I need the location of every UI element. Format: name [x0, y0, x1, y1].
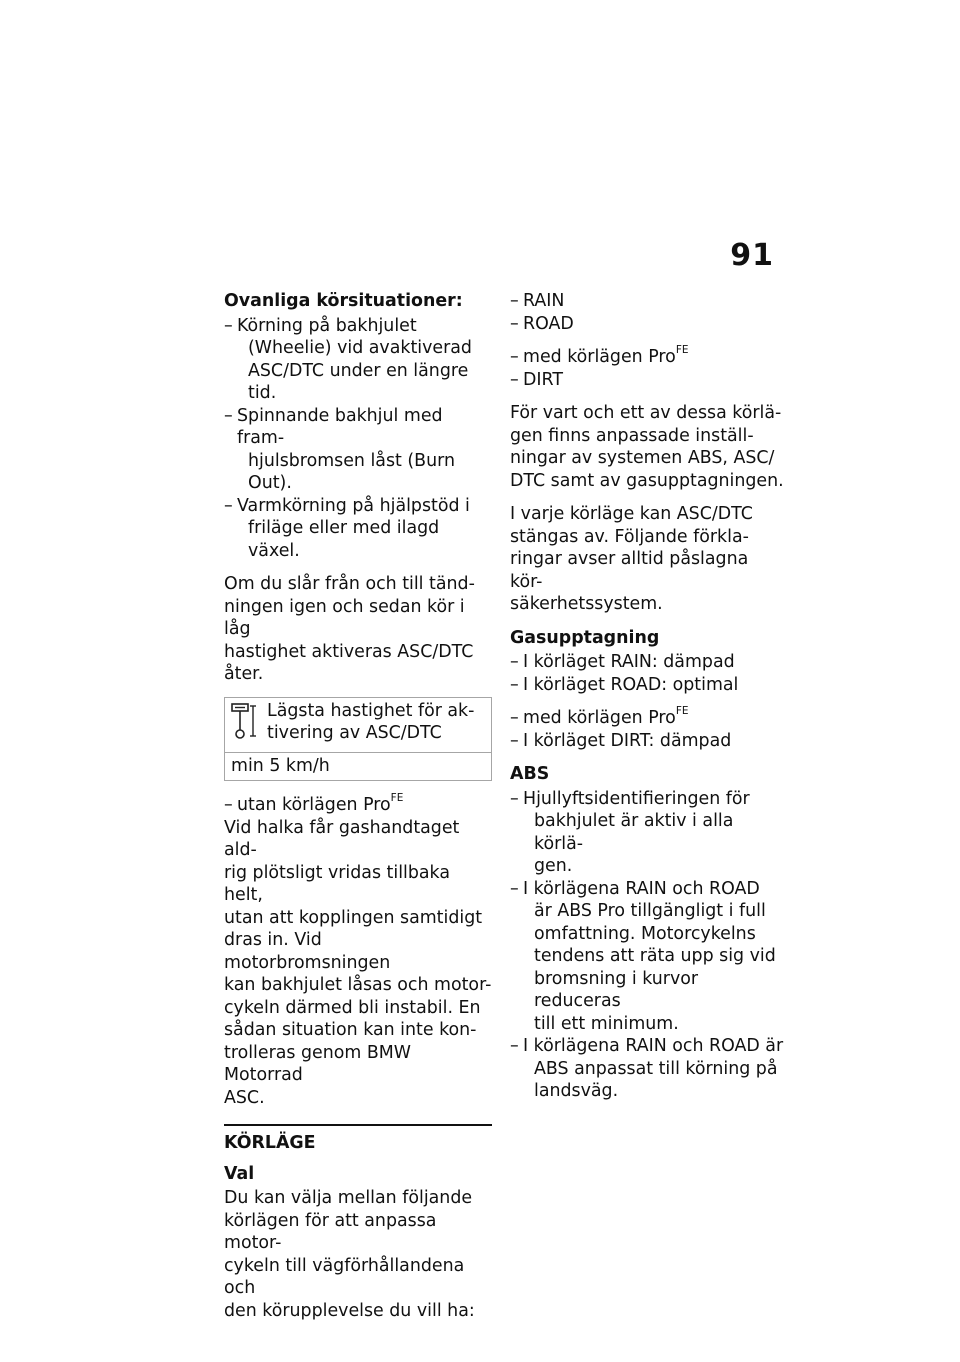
- speedometer-gauge-icon: [229, 700, 259, 742]
- unusual-heading: Ovanliga körsituationer:: [224, 291, 463, 311]
- section-title: KÖRLÄGE: [224, 1133, 316, 1153]
- right-column: [510, 290, 786, 1114]
- section-divider: [224, 1124, 492, 1126]
- gas-heading: Gasupptagning: [510, 627, 660, 648]
- modes-pro-list: [510, 346, 786, 391]
- list-item: – Varmkörning på hjälpstöd i friläge eller med ilagd växel.: [224, 495, 492, 563]
- gas-list: [510, 651, 786, 696]
- list-item: – DIRT: [510, 369, 786, 392]
- page-number: 91: [730, 238, 774, 273]
- modes-paragraph: För vart och ett av dessa körlä- gen finns anpassade inställ- ningar av systemen ABS, ASC/ DTC samt av gasupptagningen.: [510, 403, 784, 491]
- list-item: – I körlägena RAIN och ROAD är ABS anpassat till körning på landsväg.: [510, 1035, 786, 1103]
- list-item: – ROAD: [510, 313, 786, 336]
- list-item: – I körläget DIRT: dämpad: [510, 730, 786, 753]
- restart-paragraph: Om du slår från och till tänd- ningen igen och sedan kör i låg hastighet aktiveras ASC/DTC åter.: [224, 574, 475, 684]
- list-item: – utan körlägen Pro$^{FE}$: [224, 794, 492, 817]
- without-pro-list: [224, 794, 492, 817]
- gas-pro-list: [510, 707, 786, 752]
- val-heading: Val: [224, 1163, 255, 1184]
- list-item: – I körläget RAIN: dämpad: [510, 651, 786, 674]
- asc-paragraph: I varje körläge kan ASC/DTC stängas av. Följande förkla- ringar avser alltid påslagna kör- säkerhetssystem.: [510, 504, 753, 614]
- abs-heading: ABS: [510, 764, 550, 784]
- list-item: – Hjullyftsidentifieringen för bakhjulet är aktiv i alla körlä- gen.: [510, 788, 786, 878]
- unusual-list: [224, 315, 492, 563]
- abs-list: [510, 788, 786, 1103]
- list-item: – Körning på bakhjulet (Wheelie) vid avaktiverad ASC/DTC under en längre tid.: [224, 315, 492, 405]
- modes-basic-list: [510, 290, 786, 335]
- left-column: [224, 290, 492, 1333]
- table-value: min 5 km/h: [231, 755, 330, 776]
- list-item: – Spinnande bakhjul med fram- hjulsbromsen låst (Burn Out).: [224, 405, 492, 495]
- list-item: – I körlägena RAIN och ROAD är ABS Pro tillgängligt i full omfattning. Motorcykelns tendens att räta upp sig vid bromsning i kurvor reduceras till ett minimum.: [510, 878, 786, 1036]
- list-item: – RAIN: [510, 290, 786, 313]
- val-paragraph: Du kan välja mellan följande körlägen för att anpassa motor- cykeln till vägförhållandena och den körupplevelse du vill ha:: [224, 1188, 475, 1321]
- list-item: – I körläget ROAD: optimal: [510, 674, 786, 697]
- table-header-text: Lägsta hastighet för ak- tivering av ASC/DTC: [267, 700, 475, 743]
- table-header: [225, 698, 491, 753]
- slip-paragraph: Vid halka får gashandtaget ald- rig plötsligt vridas tillbaka helt, utan att kopplingen samtidigt dras in. Vid motorbromsningen kan bakhjulet låsas och motor- cykeln därmed bli instabil. En sådan situation kan inte kon- trolleras genom BMW Motorrad ASC.: [224, 817, 492, 1108]
- list-item: – med körlägen Pro$^{FE}$: [510, 707, 786, 730]
- min-speed-table: [224, 697, 492, 782]
- list-item: – med körlägen Pro$^{FE}$: [510, 346, 786, 369]
